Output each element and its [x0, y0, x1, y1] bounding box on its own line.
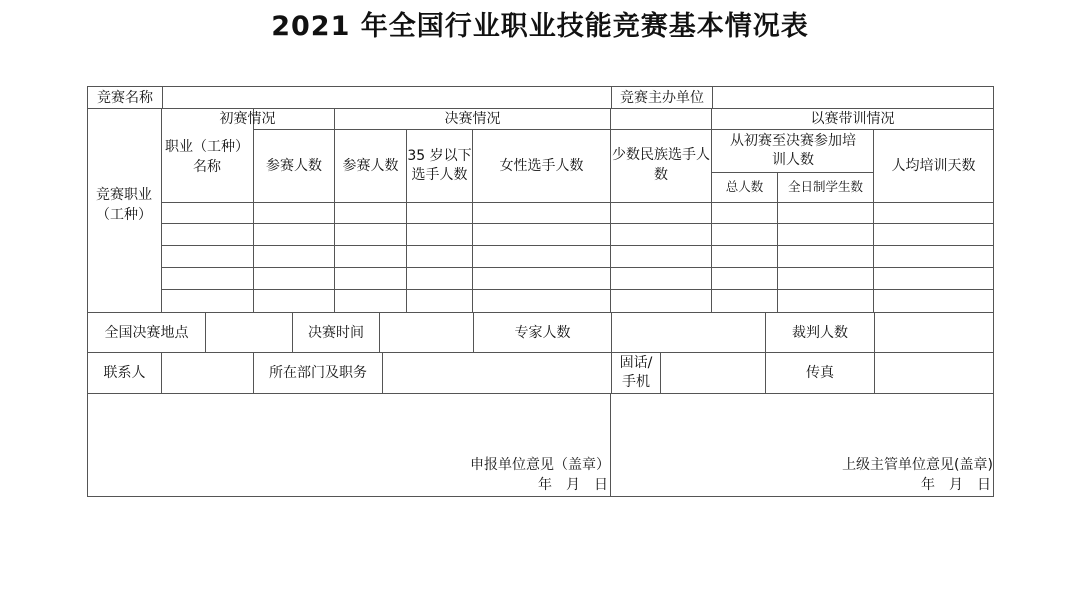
phone-label: 固话/手机 [619, 355, 653, 390]
competition-name-field[interactable] [163, 87, 611, 108]
row-divider [711, 129, 994, 130]
competition-name-label: 竞赛名称 [97, 90, 153, 106]
page-title: 2021 年全国行业职业技能竞赛基本情况表 [271, 11, 809, 42]
info-form-table [87, 86, 994, 497]
table-border-bottom [87, 496, 994, 497]
data-row-divider [161, 267, 994, 268]
occupation-label: 竞赛职业（工种） [96, 187, 152, 223]
judges-label: 裁判人数 [792, 324, 848, 341]
row-divider [253, 129, 712, 130]
final-time-field[interactable] [380, 313, 473, 352]
data-row-divider [161, 289, 994, 290]
applicant-date: 年 月 日 [538, 477, 608, 493]
training-header: 以赛带训情况 [810, 111, 895, 127]
applicant-opinion-label: 申报单位意见（盖章） [470, 457, 610, 473]
supervisor-opinion-label: 上级主管单位意见(盖章) [842, 457, 993, 473]
table-border-right [993, 86, 994, 497]
final-time-label: 决赛时间 [308, 324, 364, 341]
training-from-prelim-header: 从初赛至决赛参加培训人数 [730, 133, 856, 168]
final-venue-field[interactable] [206, 313, 292, 352]
final-venue-label: 全国决赛地点 [104, 324, 189, 341]
row-divider [711, 172, 873, 173]
total-people-header: 总人数 [725, 179, 764, 194]
final-participants-header: 参赛人数 [342, 158, 399, 174]
organizer-field[interactable] [713, 87, 993, 108]
minority-header: 少数民族选手人数 [612, 147, 710, 183]
fax-field[interactable] [875, 353, 993, 393]
experts-field[interactable] [612, 313, 765, 352]
avg-training-days-header: 人均培训天数 [891, 158, 976, 174]
data-row-divider [161, 245, 994, 246]
under35-header: 35 岁以下选手人数 [407, 148, 472, 183]
preliminary-participants-header: 参赛人数 [266, 158, 322, 174]
col-divider [610, 108, 611, 312]
dept-label: 所在部门及职务 [269, 365, 367, 381]
data-row-divider [161, 202, 994, 203]
preliminary-header: 初赛情况 [219, 111, 276, 127]
dept-field[interactable] [383, 353, 611, 393]
col-divider [334, 108, 335, 312]
occupation-name-header: 职业（工种）名称 [165, 139, 249, 175]
experts-label: 专家人数 [514, 324, 571, 341]
col-divider [711, 108, 712, 312]
data-row-divider [161, 223, 994, 224]
fulltime-students-header: 全日制学生数 [787, 179, 863, 194]
fax-label: 传真 [806, 365, 834, 381]
supervisor-date: 年 月 日 [921, 477, 991, 493]
col-divider [253, 108, 254, 312]
contact-label: 联系人 [103, 365, 146, 381]
organizer-label: 竞赛主办单位 [620, 90, 704, 106]
contact-field[interactable] [162, 353, 253, 393]
female-header: 女性选手人数 [499, 158, 584, 174]
judges-field[interactable] [875, 313, 993, 352]
final-header: 决赛情况 [444, 111, 501, 127]
col-divider [611, 352, 612, 393]
phone-field[interactable] [661, 353, 765, 393]
